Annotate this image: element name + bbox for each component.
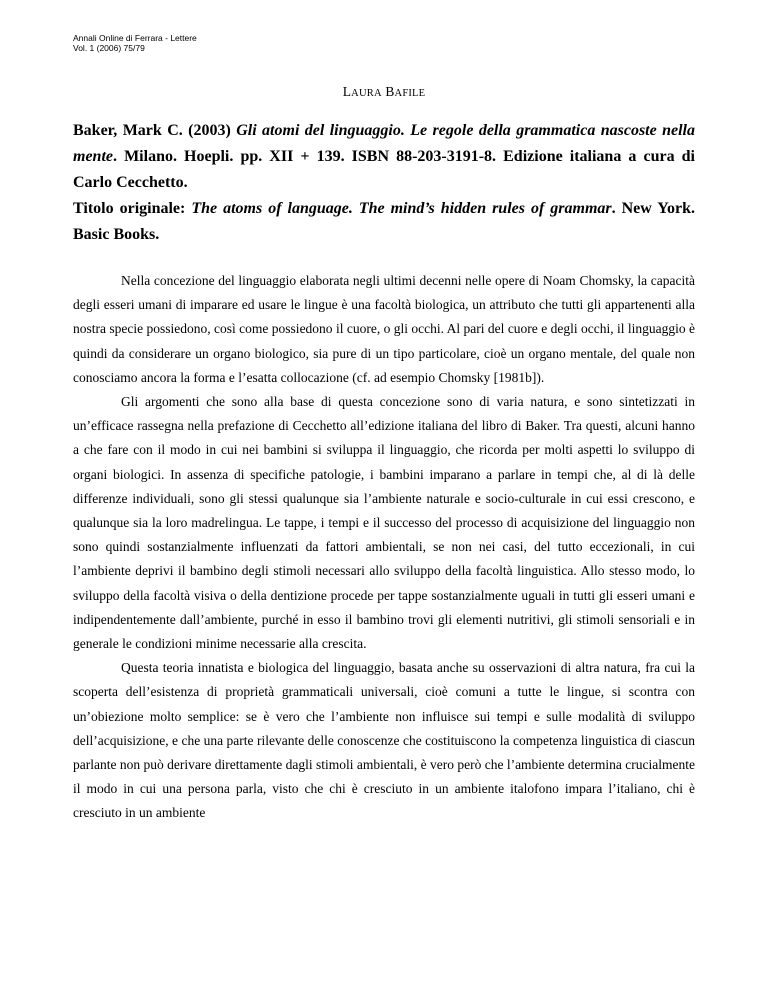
author-first-rest: AURA xyxy=(351,88,382,99)
citation-details: . Milano. Hoepli. pp. XII + 139. ISBN 88-203-3191-8. Edizione italiana a cura di Carlo Cecchetto. xyxy=(73,148,695,191)
book-citation xyxy=(73,118,695,248)
author-last-initial: B xyxy=(385,84,395,99)
author-name xyxy=(0,84,768,100)
paragraph: Questa teoria innatista e biologica del linguaggio, basata anche su osservazioni di altra natura, fra cui la scoperta dell’esistenza di proprietà grammaticali universali, cioè comuni a tutte le lingue, si scontra con un’obiezione molto semplice: se è vero che l’ambiente non influisce sui tempi e sulle modalità di sviluppo dell’acquisizione, e che una parte rilevante delle conoscenze che costituiscono la competenza linguistica di ciascun parlante non può derivare direttamente dagli stimoli ambientali, è vero però che l’ambiente determina crucialmente il modo in cui una persona parla, visto che chi è cresciuto in un ambiente italofono impara l’italiano, chi è cresciuto in un ambiente xyxy=(73,660,695,821)
original-details: . New York. Basic Books. xyxy=(73,200,695,243)
citation-title: Gli atomi del linguaggio. Le regole della grammatica nascoste nella mente xyxy=(73,122,696,165)
original-title-label: Titolo originale: xyxy=(73,200,192,217)
paragraph: Nella concezione del linguaggio elaborata negli ultimi decenni nelle opere di Noam Chomsky, la capacità degli esseri umani di imparare ed usare le lingue è una facoltà biologica, un attributo che tutti gli appartenenti alla nostra specie possiedono, così come possiedono il cuore, o gli occhi. Al pari del cuore e degli occhi, il linguaggio è quindi da considerare un organo biologico, sia pure di un tipo particolare, cioè un organo mentale, del quale non conosciamo ancora la forma e l’esatta collocazione (cf. ad esempio Chomsky [1981b]). xyxy=(73,273,695,385)
journal-volume: Vol. 1 (2006) 75/79 xyxy=(73,43,145,53)
author-first-initial: L xyxy=(342,84,352,99)
journal-header xyxy=(73,33,197,53)
author-last-rest: AFILE xyxy=(394,88,426,99)
article-content xyxy=(73,118,695,826)
review-body xyxy=(73,269,695,826)
original-title: The atoms of language. The mind’s hidden rules of grammar xyxy=(191,200,612,217)
paragraph: Gli argomenti che sono alla base di questa concezione sono di varia natura, e sono sintetizzati in un’efficace rassegna nella prefazione di Cecchetto all’edizione italiana del libro di Baker. Tra questi, alcuni hanno a che fare con il modo in cui nei bambini si sviluppa il linguaggio, che ricorda per molti aspetti lo sviluppo di organi biologici. In assenza di specifiche patologie, i bambini imparano a parlare in tempi che, al di là delle differenze individuali, sono gli stessi qualunque sia l’ambiente naturale e socio-culturale in cui essi crescono, e qualunque sia la loro madrelingua. Le tappe, i tempi e il successo del processo di acquisizione del linguaggio non sono quindi sostanzialmente influenzati da fattori ambientali, se non nei casi, del tutto eccezionali, in cui l’ambiente deprivi il bambino degli stimoli necessari allo sviluppo della facoltà linguistica. Allo stesso modo, lo sviluppo della facoltà visiva o della dentizione procede per tappe sostanzialmente uguali in tutti gli esseri umani e indipendentemente dall’ambiente, purché in esso il bambino trovi gli elementi nutritivi, gli stimoli sensoriali e in generale le condizioni minime necessarie alla crescita. xyxy=(73,394,695,652)
journal-name: Annali Online di Ferrara - Lettere xyxy=(73,33,197,43)
citation-author: Baker, Mark C. (2003) xyxy=(73,122,237,139)
